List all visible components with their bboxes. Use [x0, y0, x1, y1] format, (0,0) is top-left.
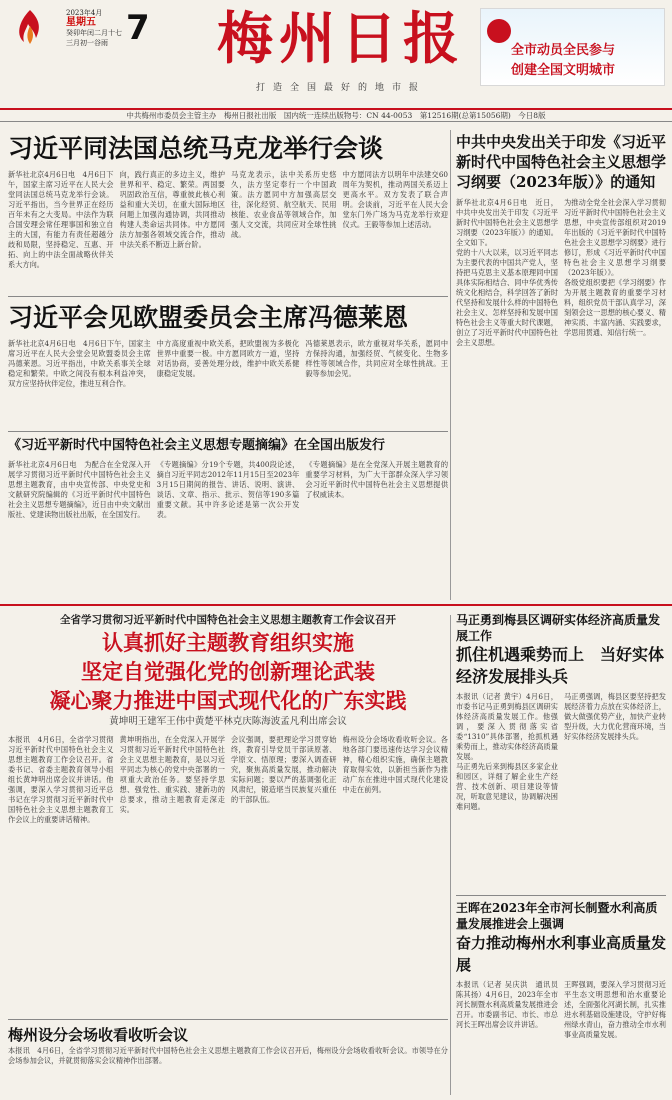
second-body-3: 冯德莱恩表示，欧方重视对华关系，愿同中方保持沟通，加强经贸、气候变化、生物多样性等领域合作，共同应对全球性挑战。王毅等参加会见。 — [305, 339, 449, 378]
lead-body-2: 向，践行真正的多边主义，维护世界和平、稳定、繁荣。两国要巩固政治互信，尊重彼此核心利益和重大关切，在重大国际地区问题上加强沟通协调，共同推动构建人类命运共同体。中方愿同法方加强各领域交流合作，推动中法关系不断迈上新台阶。 — [119, 170, 225, 249]
lr2-body-2: 王晖强调，要深入学习贯彻习近平生态文明思想和治水重要论述，全面强化河湖长制，扎实推进水利基础设施建设，守护好梅州绿水青山，奋力推动全市水利事业高质量发展。 — [564, 980, 666, 1039]
lower-headline-2: 坚定自觉强化党的创新理论武装 — [81, 659, 375, 684]
lr1-col-1 — [456, 692, 558, 892]
civilization-banner — [480, 8, 665, 86]
lr1-headline: 抓住机遇乘势而上 当好实体经济发展排头兵 — [456, 645, 665, 686]
third-article — [8, 460, 448, 542]
third-body-2: 《专题摘编》分19个专题，共400段论述，摘自习近平同志2012年11月15日至2023年3月15日期间的报告、讲话、说明、演讲、谈话、文章、指示、批示、贺信等190多篇重要文献。其中许多论述是第一次公开发表。 — [156, 460, 300, 519]
right-top-body-2: 党的十八大以来，以习近平同志为主要代表的中国共产党人，坚持把马克思主义基本原理同中国具体实际相结合、同中华优秀传统文化相结合，科学回答了新时代坚持和发展什么样的中国特色社会主义、怎样坚持和发展中国特色社会主义等重大时代课题，创立了习近平新时代中国特色社会主义思想。 — [456, 248, 558, 347]
lr2-headline: 奋力推动梅州水利事业高质量发展 — [456, 934, 667, 974]
banner-line-2: 创建全国文明城市 — [511, 63, 616, 78]
lead-body-4: 中方愿同法方以明年中法建交60周年为契机，推动两国关系迈上更高水平。双方发表了联合声明。会谈前，习近平在人民大会堂东门外广场为马克龙举行欢迎仪式。王毅等参加上述活动。 — [342, 170, 448, 229]
right-top-headline: 中共中央发出关于印发《习近平新时代中国特色社会主义思想学习纲要（2023年版）》的通知 — [456, 133, 667, 191]
lower-left-body-3: 会议强调，要把理论学习贯穿始终，教育引导党员干部读原著、学原文、悟原理；要深入调查研究，聚焦高质量发展，推动解决实际问题；要以严的基调强化正风肃纪，锻造堪当民族复兴重任的干部队伍。 — [231, 735, 337, 804]
section-divider — [0, 604, 672, 606]
lr1-kicker: 马正勇到梅县区调研实体经济高质量发展工作 — [456, 613, 661, 643]
second-body-1: 新华社北京4月6日电 4月6日下午，国家主席习近平在人民大会堂会见欧盟委员会主席冯德莱恩。习近平指出，中欧关系事关全球稳定和繁荣。中欧之间没有根本利益冲突，双方应坚持伙伴定位，推进互利合作。 — [8, 339, 151, 388]
publication-info: 中共梅州市委员会主管主办 梅州日报社出版 国内统一连续出版物号：CN 44-0053 第12516期(总第15056期) 今日8版 — [0, 108, 672, 122]
lower-left-body-4: 梅州设分会场收看收听会议。各地各部门要迅速传达学习会议精神，精心组织实施，确保主题教育取得实效，以新担当新作为推动广东在推进中国式现代化建设中走在前列。 — [342, 735, 448, 794]
lower-right-story-2 — [456, 900, 666, 1100]
right-top-article — [456, 198, 666, 588]
lr2-article — [456, 980, 666, 1100]
lower-kicker: 全省学习贯彻习近平新时代中国特色社会主义思想主题教育工作会议召开 — [60, 614, 396, 626]
lr1-article — [456, 692, 666, 892]
lower-right-story-1 — [456, 612, 666, 892]
third-body-3: 《专题摘编》是在全党深入开展主题教育的重要学习材料，为广大干部群众深入学习领会习近平新时代中国特色社会主义思想提供了权威读本。 — [305, 460, 449, 499]
banner-line-1: 全市动员全民参与 — [511, 43, 616, 58]
column-divider — [450, 615, 451, 1095]
lr1-col-2 — [564, 692, 666, 892]
section-rule — [8, 431, 448, 432]
emblem-icon — [487, 19, 511, 43]
second-body-2: 中方高度重视中欧关系，把欧盟视为多极化世界中重要一极。中方愿同欧方一道，坚持对话协商，妥善处理分歧，维护中欧关系健康稳定发展。 — [156, 339, 300, 378]
flame-logo-icon — [10, 8, 50, 48]
lr1-body-2: 马正勇先后来到梅县区多家企业和园区，详细了解企业生产经营、技术创新、项目建设等情况，听取意见建议，协调解决困难问题。 — [456, 762, 558, 811]
right-top-body-3: 为推动全党全社会深入学习贯彻习近平新时代中国特色社会主义思想，中央宣传部组织对2019年出版的《习近平新时代中国特色社会主义思想学习纲要》进行修订，形成《习近平新时代中国特色社会主义思想学习纲要（2023年版）》。 — [564, 198, 666, 277]
right-top-col-2 — [564, 198, 666, 588]
bottom-headline: 梅州设分会场收看收听会议 — [8, 1026, 189, 1044]
date-box — [66, 8, 174, 68]
section-rule — [8, 296, 448, 297]
top-left-column — [8, 132, 448, 542]
lr2-kicker: 王晖在2023年全市河长制暨水利高质量发展推进会上强调 — [456, 901, 658, 931]
third-headline: 《习近平新时代中国特色社会主义思想专题摘编》在全国出版发行 — [8, 438, 386, 453]
day-number: 7 — [126, 8, 150, 48]
lead-headline: 习近平同法国总统马克龙举行会谈 — [8, 134, 384, 163]
lower-headline-1: 认真抓好主题教育组织实施 — [102, 630, 354, 655]
bottom-body: 本报讯 4月6日，全省学习贯彻习近平新时代中国特色社会主义思想主题教育工作会议召开后，梅州设分会场收看收听会议。市领导在分会场参加会议，并就贯彻落实会议精神作出部署。 — [8, 1046, 448, 1065]
right-top-body-1: 新华社北京4月6日电 近日，中共中央发出关于印发《习近平新时代中国特色社会主义思想学习纲要（2023年版）》的通知。全文如下。 — [456, 198, 558, 247]
lower-headline-3: 凝心聚力推进中国式现代化的广东实践 — [49, 688, 407, 713]
weekday: 星期五 — [66, 17, 96, 28]
second-article — [8, 339, 448, 427]
section-rule — [456, 895, 666, 896]
lr2-body-1: 本报讯（记者 吴庆洪 通讯员 陈其扬）4月6日，2023年全市河长制暨水利高质量发展推进会召开。市委副书记、市长、市总河长王晖出席会议并讲话。 — [456, 980, 558, 1029]
lower-subhead: 黄坤明王建军王伟中黄楚平林克庆陈海波孟凡利出席会议 — [109, 716, 347, 727]
lr1-body-3: 马正勇强调，梅县区要坚持把发展经济着力点放在实体经济上，做大做强优势产业，加快产业转型升级，大力优化营商环境，当好实体经济发展排头兵。 — [564, 692, 666, 741]
masthead-slogan: 打造全国最好的地市报 — [255, 83, 426, 93]
section-rule — [8, 1019, 448, 1020]
column-divider — [450, 130, 451, 600]
second-headline: 习近平会见欧盟委员会主席冯德莱恩 — [8, 303, 409, 332]
third-body-1: 新华社北京4月6日电 为配合在全党深入开展学习贯彻习近平新时代中国特色社会主义思想主题教育，由中央宣传部、中央党史和文献研究院编辑的《习近平新时代中国特色社会主义思想专题摘编》，近日由中央文献出版社、党建读物出版社出版，在全国发行。 — [8, 460, 151, 519]
lower-left-body-1: 本报讯 4月6日，全省学习贯彻习近平新时代中国特色社会主义思想主题教育工作会议召开。省委书记、省委主题教育领导小组组长黄坤明出席会议并讲话。他强调，要深入学习贯彻习近平总书记在学习贯彻习近平新时代中国特色社会主义思想主题教育工作会议上的重要讲话精神。 — [8, 735, 114, 824]
year-month: 2023年4月 — [66, 9, 103, 17]
right-top-col-1 — [456, 198, 558, 588]
paper-title: 梅州日报 — [217, 6, 465, 72]
masthead — [0, 0, 672, 108]
newspaper-logo — [10, 8, 65, 66]
lower-left-body-2: 黄坤明指出，在全党深入开展学习贯彻习近平新时代中国特色社会主义思想主题教育，是以习近平同志为核心的党中央部署的一项重大政治任务。要坚持学思想、强党性、重实践、建新功的总要求，推动主题教育走深走实。 — [119, 735, 225, 814]
solar-term: 三月初一谷雨 — [66, 39, 108, 47]
lead-article — [8, 170, 448, 292]
right-top-body-4: 各级党组织要把《学习纲要》作为开展主题教育的重要学习材料，组织党员干部认真学习，深刻领会这一思想的核心要义、精神实质、丰富内涵、实践要求，学思用贯通、知信行统一。 — [564, 278, 666, 337]
lead-body-1: 新华社北京4月6日电 4月6日下午，国家主席习近平在人民大会堂同法国总统马克龙举行会谈。习近平指出，当今世界正在经历百年未有之大变局。中法作为联合国安理会常任理事国和独立自主的大国，有能力有责任超越分歧和局限，坚持稳定、互惠、开拓、向上的中法全面战略伙伴关系大方向。 — [8, 170, 114, 269]
lower-left-article — [8, 735, 448, 1015]
lower-left-story — [8, 612, 448, 1086]
lr1-body-1: 本报讯（记者 黄宇）4月6日，市委书记马正勇到梅县区调研实体经济高质量发展工作。他强调，要深入贯彻落实省委“1310”具体部署，抢抓机遇乘势而上，推动实体经济高质量发展。 — [456, 692, 558, 761]
top-right-column — [456, 132, 666, 588]
lead-body-3: 马克龙表示，法中关系历史悠久，法方坚定奉行一个中国政策。法方愿同中方加强高层交往，深化经贸、航空航天、民用核能、农业食品等领域合作，加强人文交流，共同应对全球性挑战。 — [231, 170, 337, 239]
lunar-date: 癸卯年闰二月十七 — [66, 29, 122, 37]
